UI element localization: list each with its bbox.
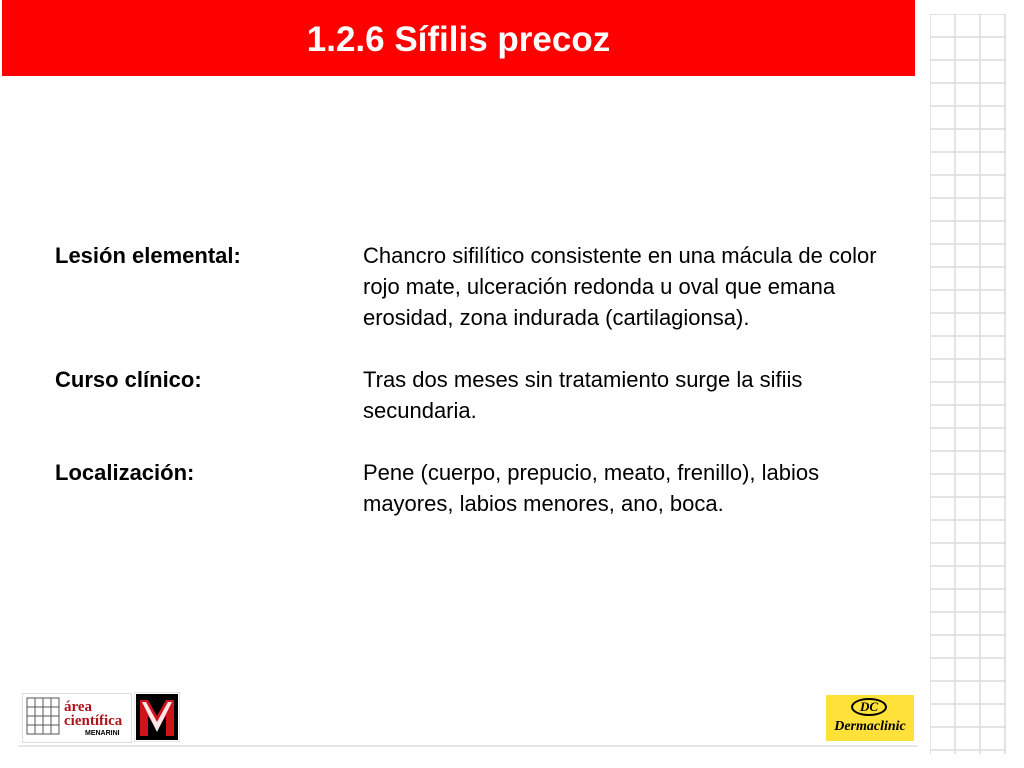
area-cientifica-logo bbox=[22, 693, 132, 743]
item-label: Curso clínico: bbox=[55, 367, 202, 392]
menarini-m-logo bbox=[134, 692, 180, 742]
item-label: Lesión elemental: bbox=[55, 243, 241, 268]
item-description: Chancro sifilítico consistente en una mácula de color rojo mate, ulceración redonda u oval que emana erosidad, zona indurada (cartilagionsa). bbox=[363, 243, 877, 330]
item-description: Pene (cuerpo, prepucio, meato, frenillo), labios mayores, labios menores, ano, boca. bbox=[363, 460, 820, 516]
dc-monogram: DC bbox=[859, 699, 879, 714]
item-lesion bbox=[55, 240, 915, 333]
logo-text-line3: MENARINI bbox=[85, 730, 120, 737]
logo-text-line2: científica bbox=[64, 713, 123, 729]
footer-divider bbox=[18, 745, 918, 747]
logo-text-line1: área bbox=[64, 699, 93, 715]
item-description: Tras dos meses sin tratamiento surge la sifiis secundaria. bbox=[363, 367, 803, 423]
dermaclinic-brand: Dermaclinic bbox=[834, 719, 906, 734]
slide-title: 1.2.6 Sífilis precoz bbox=[306, 20, 611, 59]
title-bar bbox=[2, 0, 915, 76]
item-curso bbox=[55, 364, 915, 426]
slide-content bbox=[55, 240, 915, 550]
dermaclinic-logo bbox=[826, 695, 914, 741]
decorative-grid bbox=[930, 14, 1006, 754]
grid-logo-icon bbox=[26, 697, 60, 735]
item-label: Localización: bbox=[55, 460, 195, 485]
item-localizacion bbox=[55, 457, 915, 519]
